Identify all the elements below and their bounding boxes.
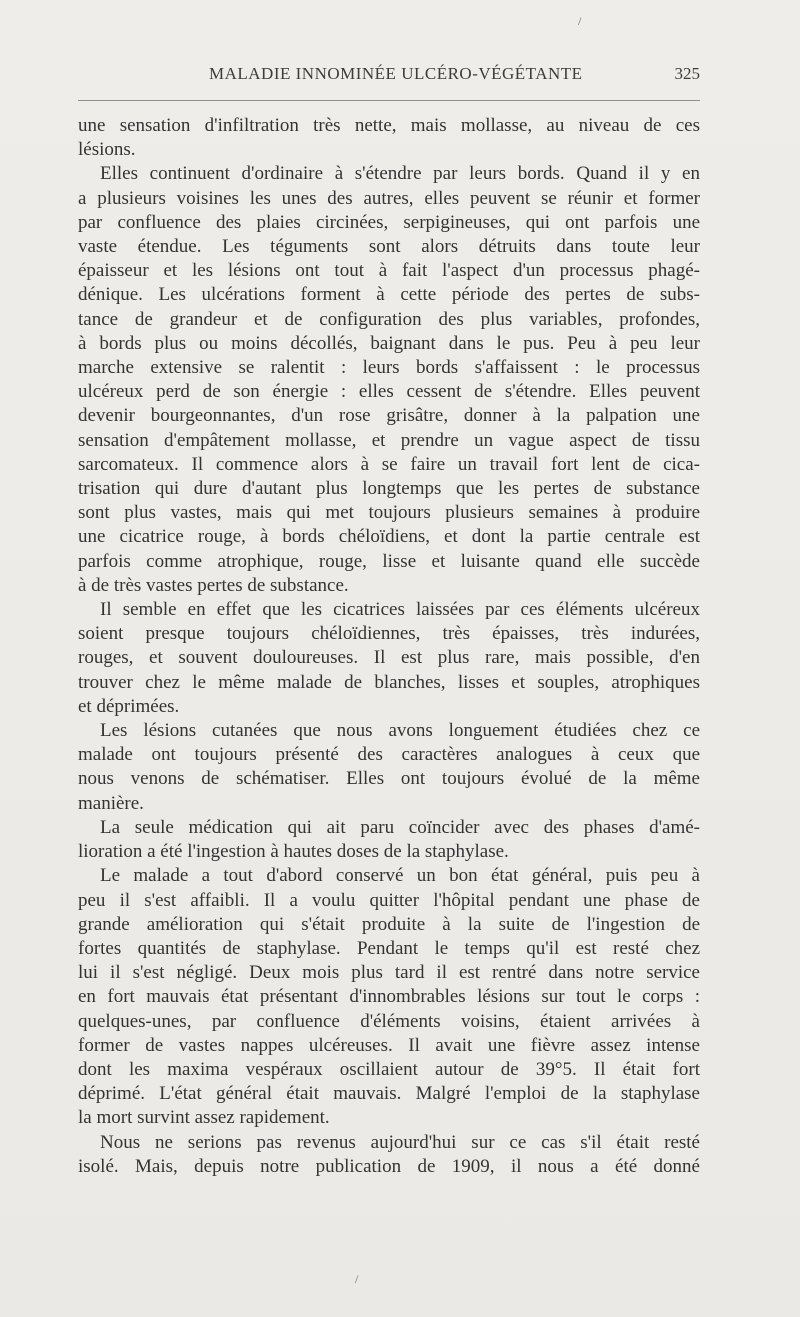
text-line: lui il s'est négligé. Deux mois plus tard il est rentré dans notre service xyxy=(78,962,700,984)
print-speck: / xyxy=(355,1272,359,1286)
text-line: trisation qui dure d'autant plus longtemps que les pertes de substance xyxy=(78,478,700,500)
text-line: déprimé. L'état général était mauvais. Malgré l'emploi de la staphylase xyxy=(78,1083,700,1105)
text-line: marche extensive se ralentit : leurs bords s'affaissent : le processus xyxy=(78,357,700,379)
text-line: rouges, et souvent douloureuses. Il est plus rare, mais possible, d'en xyxy=(78,647,700,669)
text-line: sarcomateux. Il commence alors à se faire un travail fort lent de cica- xyxy=(78,453,700,475)
text-line: une cicatrice rouge, à bords chéloïdiens, et dont la partie centrale est xyxy=(78,526,700,548)
text-line: ulcéreux perd de son énergie : elles cessent de s'étendre. Elles peuvent xyxy=(78,381,700,403)
text-line: à bords plus ou moins décollés, baignant dans le pus. Peu à peu leur xyxy=(78,332,700,354)
text-line: fortes quantités de staphylase. Pendant le temps qu'il est resté chez xyxy=(78,937,700,959)
text-line: lioration a été l'ingestion à hautes doses de la staphylase. xyxy=(78,841,509,863)
text-line: peu il s'est affaibli. Il a voulu quitter l'hôpital pendant une phase de xyxy=(78,889,700,911)
text-line: grande amélioration qui s'était produite à la suite de l'ingestion de xyxy=(78,913,700,935)
print-speck: / xyxy=(578,14,582,28)
text-line: former de vastes nappes ulcéreuses. Il avait une fièvre assez intense xyxy=(78,1034,700,1056)
text-line: lésions. xyxy=(78,139,136,161)
body-text xyxy=(78,114,700,1179)
text-line: et déprimées. xyxy=(78,695,180,717)
text-line: dont les maxima vespéraux oscillaient autour de 39°5. Il était fort xyxy=(78,1058,700,1080)
running-head: MALADIE INNOMINÉE ULCÉRO-VÉGÉTANTE xyxy=(209,64,583,83)
text-line: devenir bourgeonnantes, d'un rose grisâtre, donner à la palpation une xyxy=(78,405,700,427)
text-line: Nous ne serions pas revenus aujourd'hui sur ce cas s'il était resté xyxy=(100,1131,700,1153)
text-line: a plusieurs voisines les unes des autres, elles peuvent se réunir et former xyxy=(78,187,700,209)
header-rule xyxy=(78,100,700,101)
text-line: trouver chez le même malade de blanches, lisses et souples, atrophiques xyxy=(78,671,700,693)
text-line: vaste étendue. Les téguments sont alors détruits dans toute leur xyxy=(78,236,700,258)
text-line: épaisseur et les lésions ont tout à fait l'aspect d'un processus phagé- xyxy=(78,260,700,282)
text-line: tance de grandeur et de configuration des plus variables, profondes, xyxy=(78,308,700,330)
text-line: en fort mauvais état présentant d'innombrables lésions sur tout le corps : xyxy=(78,986,700,1008)
text-line: soient presque toujours chéloïdiennes, très épaisses, très indurées, xyxy=(78,623,700,645)
text-line: sensation d'empâtement mollasse, et prendre un vague aspect de tissu xyxy=(78,429,700,451)
text-line: quelques-unes, par confluence d'éléments voisins, étaient arrivées à xyxy=(78,1010,700,1032)
text-line: Elles continuent d'ordinaire à s'étendre par leurs bords. Quand il y en xyxy=(100,163,700,185)
text-line: Les lésions cutanées que nous avons longuement étudiées chez ce xyxy=(100,720,700,742)
text-line: nous venons de schématiser. Elles ont toujours évolué de la même xyxy=(78,768,700,790)
text-line: par confluence des plaies circinées, serpigineuses, qui ont parfois une xyxy=(78,211,700,233)
text-line: une sensation d'infiltration très nette, mais mollasse, au niveau de ces xyxy=(78,115,700,136)
text-line: malade ont toujours présenté des caractères analogues à ceux que xyxy=(78,744,700,766)
text-line: dénique. Les ulcérations forment à cette période des pertes de subs- xyxy=(78,284,700,306)
text-line: La seule médication qui ait paru coïncider avec des phases d'amé- xyxy=(100,816,700,838)
text-line: Le malade a tout d'abord conservé un bon état général, puis peu à xyxy=(100,865,700,887)
page-header xyxy=(78,60,700,90)
text-line: sont plus vastes, mais qui met toujours plusieurs semaines à produire xyxy=(78,502,700,524)
text-line: manière. xyxy=(78,792,144,814)
text-line: isolé. Mais, depuis notre publication de 1909, il nous a été donné xyxy=(78,1155,700,1177)
text-line: la mort survint assez rapidement. xyxy=(78,1107,330,1129)
text-line: à de très vastes pertes de substance. xyxy=(78,574,349,596)
text-line: Il semble en effet que les cicatrices laissées par ces éléments ulcéreux xyxy=(100,599,700,621)
page-number: 325 xyxy=(674,64,700,83)
text-line: parfois comme atrophique, rouge, lisse et luisante quand elle succède xyxy=(78,550,700,572)
